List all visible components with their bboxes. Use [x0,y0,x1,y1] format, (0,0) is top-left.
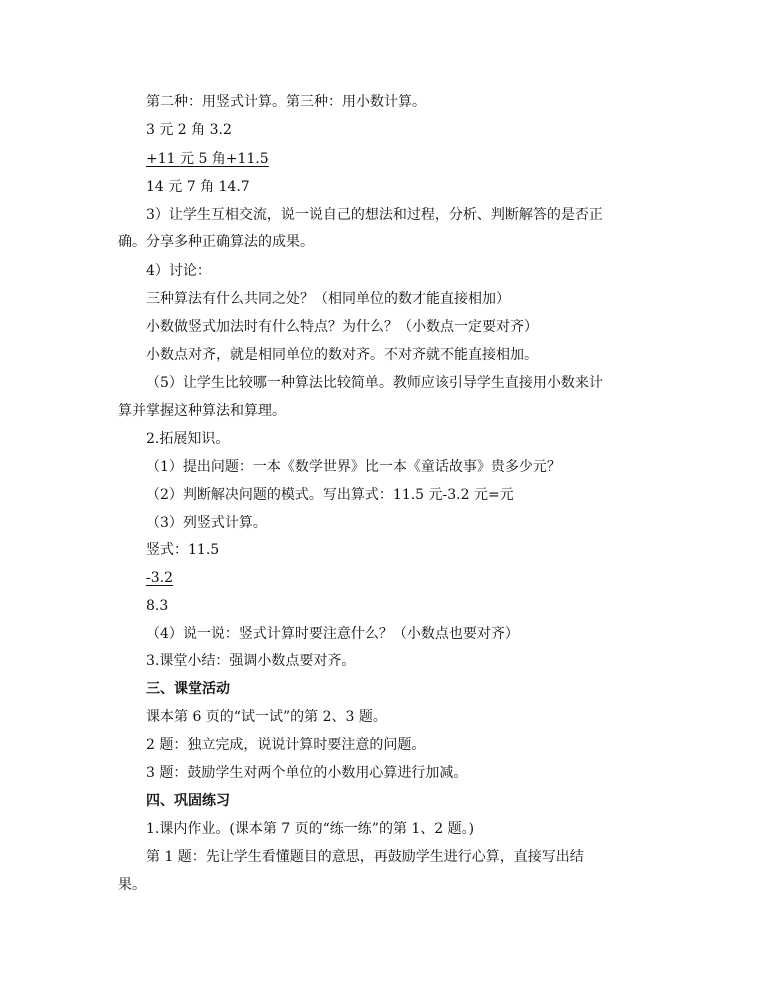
heading-class-activity: 三、课堂活动 [146,681,230,697]
practice-question-1-cont: 果。 [118,877,146,893]
calc-line-addend-2: +11 元 5 角+11.5 [146,151,269,167]
paragraph-method-two-three: 第二种：用竖式计算。第三种：用小数计算。 [146,94,426,110]
vertical-calc-minuend: 竖式：11.5 [146,542,220,558]
extend-item-1: （1）提出问题：一本《数学世界》比一本《童话故事》贵多少元？ [146,459,561,475]
activity-question-2: 2 题：独立完成，说说计算时要注意的问题。 [146,737,426,753]
paragraph-step-5-cont: 算并掌握这种算法和算理。 [118,403,286,419]
section-extend-knowledge: 2.拓展知识。 [146,431,230,447]
paragraph-step-3: 3）让学生互相交流，说一说自己的想法和过程，分析、判断解答的是否正 [146,207,603,223]
extend-item-2: （2）判断解决问题的模式。写出算式：11.5 元-3.2 元=元 [146,487,514,503]
heading-consolidation-practice: 四、巩固练习 [146,793,230,809]
paragraph-step-5: （5）让学生比较哪一种算法比较简单。教师应该引导学生直接用小数来计 [146,375,603,391]
activity-textbook-ref: 课本第 6 页的“试一试”的第 2、3 题。 [146,709,387,725]
extend-item-3: （3）列竖式计算。 [146,515,267,531]
discussion-conclusion: 小数点对齐，就是相同单位的数对齐。不对齐就不能直接相加。 [146,347,538,363]
extend-item-4: （4）说一说：竖式计算时要注意什么？（小数点也要对齐） [146,626,519,642]
vertical-calc-subtrahend: -3.2 [146,570,173,586]
paragraph-step-3-cont: 确。分享多种正确算法的成果。 [118,234,314,250]
discussion-question-1: 三种算法有什么共同之处？（相同单位的数才能直接相加） [146,291,510,307]
discussion-question-2: 小数做竖式加法时有什么特点？为什么？（小数点一定要对齐） [146,319,538,335]
vertical-calc-result: 8.3 [146,598,169,614]
calc-line-sum: 14 元 7 角 14.7 [146,179,250,195]
paragraph-step-4: 4）讨论： [146,263,211,279]
activity-question-3: 3 题：鼓励学生对两个单位的小数用心算进行加减。 [146,765,468,781]
section-class-summary: 3.课堂小结：强调小数点要对齐。 [146,653,356,669]
practice-homework: 1.课内作业。(课本第 7 页的“练一练”的第 1、2 题。) [146,821,475,837]
calc-line-addend-1: 3 元 2 角 3.2 [146,122,232,138]
practice-question-1: 第 1 题：先让学生看懂题目的意思，再鼓励学生进行心算，直接写出结 [146,849,584,865]
